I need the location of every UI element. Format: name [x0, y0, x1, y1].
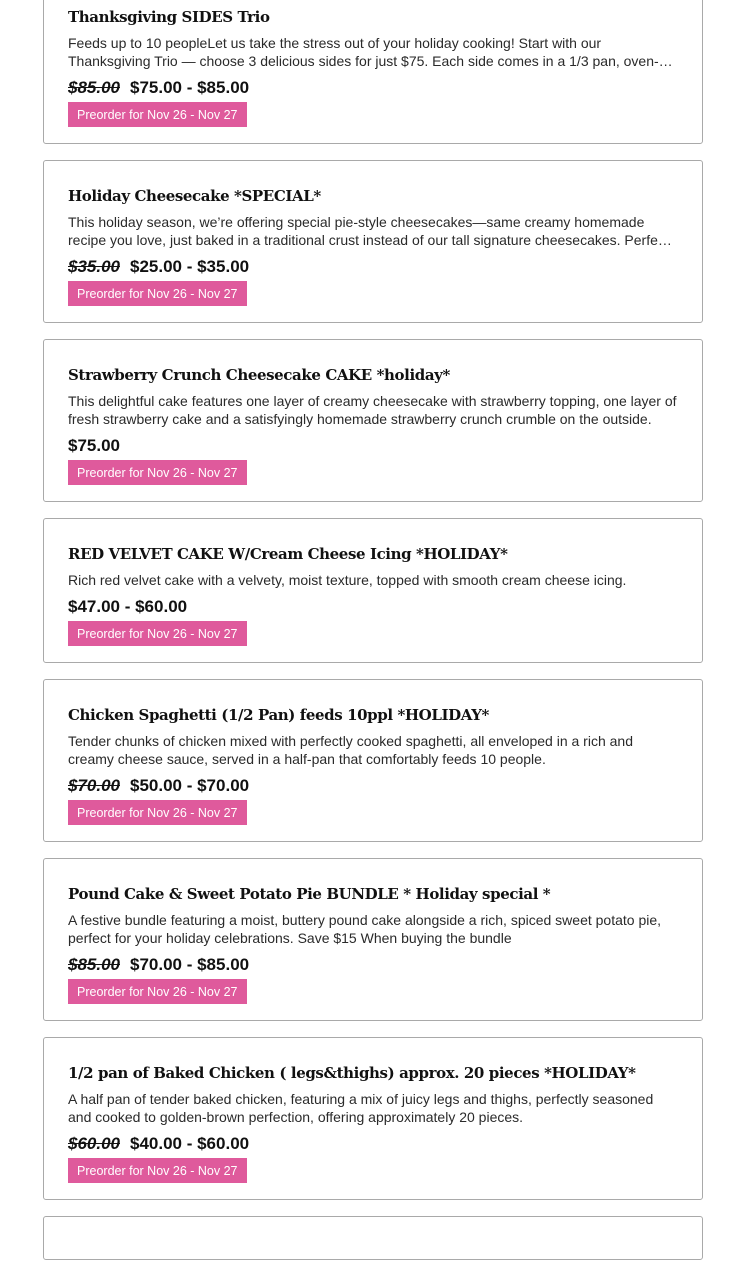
product-card[interactable]: [43, 858, 703, 1021]
current-price: $70.00 - $85.00: [130, 955, 250, 974]
price-row: [68, 1134, 678, 1154]
product-description: A festive bundle featuring a moist, buttery pound cake alongside a rich, spiced sweet potato pie, perfect for your holiday celebrations. Save $15 When buying the bundle: [68, 912, 662, 946]
product-card-partial[interactable]: [43, 1216, 703, 1260]
product-description: This holiday season, we’re offering special pie-style cheesecakes—same creamy homemade recipe you love, just baked in a traditional crust instead of our tall signature cheesecakes. Perfect: [68, 214, 669, 248]
product-title[interactable]: Pound Cake & Sweet Potato Pie BUNDLE * Holiday special *: [68, 885, 551, 903]
preorder-button[interactable]: Preorder for Nov 26 - Nov 27: [68, 800, 247, 825]
product-card[interactable]: [43, 160, 703, 323]
product-card[interactable]: [43, 0, 703, 144]
original-price: $85.00: [68, 78, 120, 97]
product-title[interactable]: Thanksgiving SIDES Trio: [68, 8, 270, 26]
preorder-button[interactable]: Preorder for Nov 26 - Nov 27: [68, 460, 247, 485]
preorder-button[interactable]: Preorder for Nov 26 - Nov 27: [68, 621, 247, 646]
original-price: $35.00: [68, 257, 120, 276]
product-description: A half pan of tender baked chicken, featuring a mix of juicy legs and thighs, perfectly seasoned and cooked to golden-brown perfection, offering approximately 20 pieces.: [68, 1091, 654, 1125]
current-price: $47.00 - $60.00: [68, 597, 188, 616]
original-price: $70.00: [68, 776, 120, 795]
original-price: $60.00: [68, 1134, 120, 1153]
current-price: $75.00: [68, 436, 120, 455]
product-title[interactable]: Chicken Spaghetti (1/2 Pan) feeds 10ppl *HOLIDAY*: [68, 706, 489, 724]
current-price: $50.00 - $70.00: [130, 776, 250, 795]
current-price: $75.00 - $85.00: [130, 78, 250, 97]
product-card[interactable]: [43, 518, 703, 663]
preorder-button[interactable]: Preorder for Nov 26 - Nov 27: [68, 979, 247, 1004]
product-card[interactable]: [43, 1037, 703, 1200]
product-title[interactable]: 1/2 pan of Baked Chicken ( legs&thighs) approx. 20 pieces *HOLIDAY*: [68, 1064, 636, 1082]
price-row: [68, 257, 678, 277]
product-title[interactable]: Strawberry Crunch Cheesecake CAKE *holiday*: [68, 366, 450, 384]
current-price: $25.00 - $35.00: [130, 257, 250, 276]
price-row: [68, 955, 678, 975]
product-title[interactable]: Holiday Cheesecake *SPECIAL*: [68, 187, 321, 205]
product-description: Tender chunks of chicken mixed with perfectly cooked spaghetti, all enveloped in a rich and creamy cheese sauce, served in a half-pan that comfortably feeds 10 people.: [68, 733, 633, 767]
product-card[interactable]: [43, 339, 703, 502]
product-list: [43, 0, 703, 1276]
price-row: [68, 436, 678, 456]
preorder-button[interactable]: Preorder for Nov 26 - Nov 27: [68, 281, 247, 306]
price-row: [68, 776, 678, 796]
preorder-button[interactable]: Preorder for Nov 26 - Nov 27: [68, 1158, 247, 1183]
original-price: $85.00: [68, 955, 120, 974]
price-row: [68, 597, 678, 617]
preorder-button[interactable]: Preorder for Nov 26 - Nov 27: [68, 102, 247, 127]
product-description: Rich red velvet cake with a velvety, moist texture, topped with smooth cream cheese icing.: [68, 572, 627, 588]
product-description: Feeds up to 10 peopleLet us take the stress out of your holiday cooking! Start with our Thanksgiving Trio — choose 3 delicious sides for just $75. Each side comes in a 1/3 pan, oven-: [68, 35, 659, 69]
product-card[interactable]: [43, 679, 703, 842]
price-row: [68, 78, 678, 98]
current-price: $40.00 - $60.00: [130, 1134, 250, 1153]
product-title[interactable]: RED VELVET CAKE W/Cream Cheese Icing *HOLIDAY*: [68, 545, 508, 563]
product-description: This delightful cake features one layer of creamy cheesecake with strawberry topping, one layer of fresh strawberry cake and a satisfyingly homemade strawberry crunch crumble on the outside.: [68, 393, 677, 427]
